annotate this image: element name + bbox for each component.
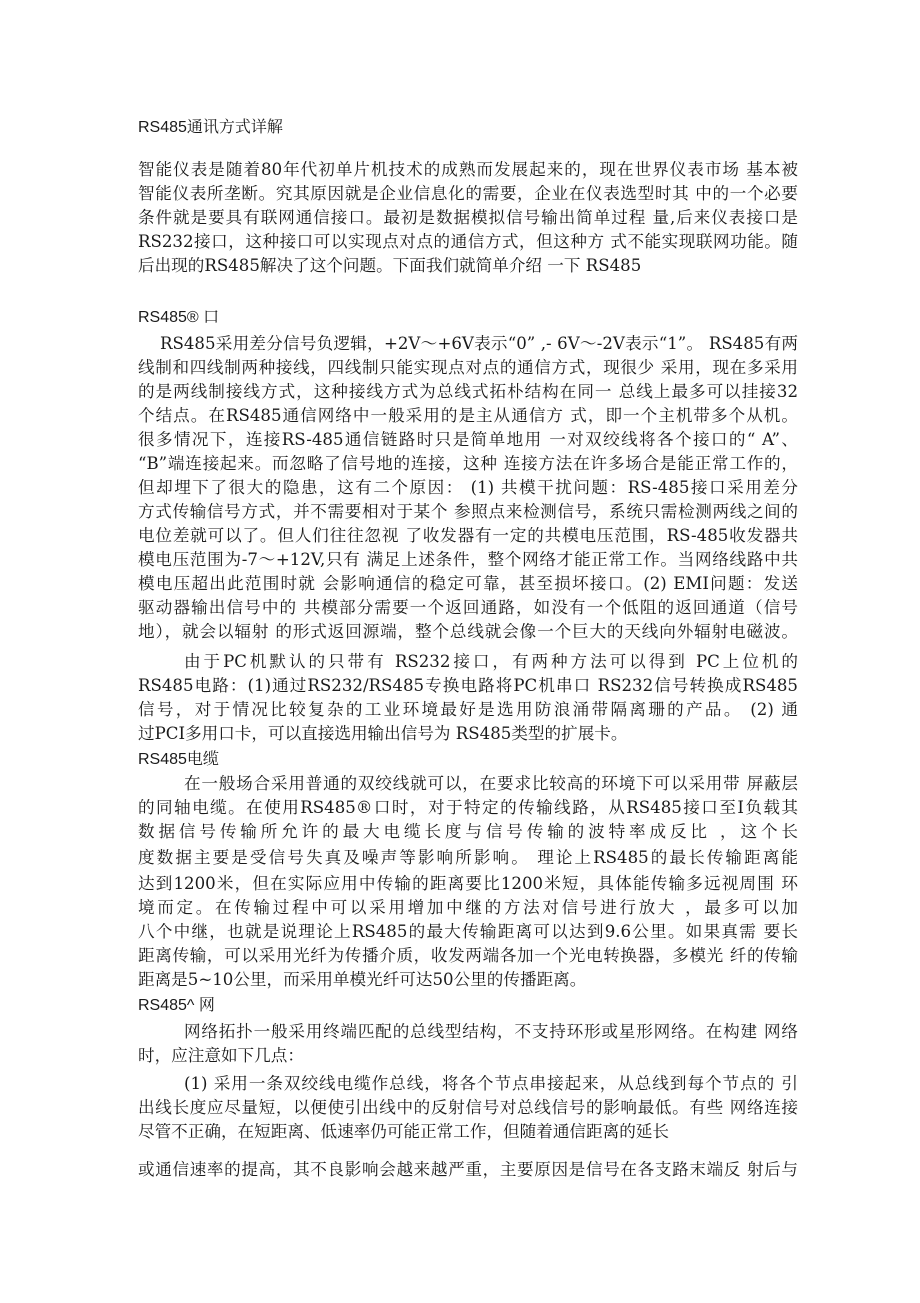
section1-para2-line: 过PCI多用口卡，可以直接选用输出信号为 RS485类型的扩展卡。 xyxy=(138,724,628,743)
section-heading-rs485-port: RS485® 口 xyxy=(138,309,220,326)
section1-line: “B”端连接起来。而忽略了信号地的连接，这种 连接方法在许多场合是能正常工作的， xyxy=(138,454,798,473)
intro-line: RS232接口，这种接口可以实现点对点的通信方式，但这种方 式不能实现联网功能。随 xyxy=(138,232,798,251)
section2-line: 的同轴电缆。在使用RS485®口时，对于特定的传输线路，从RS485接口至I负载其 xyxy=(138,798,798,817)
section3-line: 时，应注意如下几点： xyxy=(138,1046,304,1065)
section1-line: 个结点。在RS485通信网络中一般采用的是主从通信方 式，即一个主机带多个从机。 xyxy=(138,406,798,425)
section1-line: 地），就会以辐射 的形式返回源端，整个总线就会像一个巨大的天线向外辐射电磁波。 xyxy=(138,622,798,641)
section1-line: RS485采用差分信号负逻辑，+2V～+6V表示“0” ,- 6V～-2V表示“1”。 RS485有两 xyxy=(160,334,798,353)
section-heading-rs485-cable: RS485电缆 xyxy=(138,751,219,768)
section2-line: 境而定。在传输过程中可以采用增加中继的方法对信号进行放大 ，最多可以加 xyxy=(138,898,798,917)
section3-item1-line: 尽管不正确，在短距离、低速率仍可能正常工作，但随着通信距离的延长 xyxy=(138,1122,669,1141)
section1-line: 但却埋下了很大的隐患，这有二个原因： (1) 共模干扰问题：RS-485接口采用差分 xyxy=(138,478,798,497)
section1-line: 驱动器输出信号中的 共模部分需要一个返回通路，如没有一个低阻的返回通道（信号 xyxy=(138,598,798,617)
section2-line: 度数据主要是受信号失真及噪声等影响所影响。 理论上RS485的最长传输距离能 xyxy=(138,848,798,867)
section1-line: 的是两线制接线方式，这种接线方式为总线式拓朴结构在同一 总线上最多可以挂接32 xyxy=(138,382,798,401)
section-heading-rs485-network: RS485^ 网 xyxy=(138,997,215,1014)
section3-line: 网络拓扑一般采用终端匹配的总线型结构，不支持环形或星形网络。在构建 网络 xyxy=(184,1022,798,1041)
section1-line: 线制和四线制两种接线，四线制只能实现点对点的通信方式，现很少 采用，现在多采用 xyxy=(138,358,798,377)
section2-line: 数据信号传输所允许的最大电缆长度与信号传输的波特率成反比 ，这个长 xyxy=(138,822,798,841)
section1-line: 方式传输信号方式，并不需要相对于某个 参照点来检测信号，系统只需检测两线之间的 xyxy=(138,502,798,521)
section2-line: 距离是5~10公里，而采用单模光纤可达50公里的传播距离。 xyxy=(138,970,587,989)
section1-para2-line: RS485电路：(1)通过RS232/RS485专换电路将PC机串口 RS232信号转换成RS485 xyxy=(138,676,798,695)
section2-line: 达到1200米，但在实际应用中传输的距离要比1200米短，具体能传输多远视周围 环 xyxy=(138,874,798,893)
section2-line: 在一般场合采用普通的双绞线就可以，在要求比较高的环境下可以采用带 屏蔽层 xyxy=(184,774,798,793)
section1-line: 很多情况下，连接RS-485通信链路时只是简单地用 一对双绞线将各个接口的“ A”、 xyxy=(138,430,798,449)
section1-para2-line: 由于PC机默认的只带有 RS232接口，有两种方法可以得到 PC上位机的 xyxy=(184,652,798,671)
intro-line: 智能仪表是随着80年代初单片机技术的成熟而发展起来的，现在世界仪表市场 基本被 xyxy=(138,160,798,179)
section1-line: 模电压超出此范围时就 会影响通信的稳定可靠，甚至损坏接口。(2) EMI问题：发送 xyxy=(138,574,798,593)
section1-line: 电位差就可以了。但人们往往忽视 了收发器有一定的共模电压范围，RS-485收发器共 xyxy=(138,526,798,545)
section3-continuation-line: 或通信速率的提高，其不良影响会越来越严重，主要原因是信号在各支路末端反 射后与 xyxy=(138,1160,798,1179)
section1-line: 模电压范围为-7～+12V,只有 满足上述条件，整个网络才能正常工作。当网络线路中共 xyxy=(138,550,798,569)
intro-line: 后出现的RS485解决了这个问题。下面我们就简单介绍 一下 RS485 xyxy=(138,256,642,275)
section3-item1-line: (1) 采用一条双绞线电缆作总线，将各个节点串接起来，从总线到每个节点的 引 xyxy=(184,1074,798,1093)
section1-para2-line: 信号，对于情况比较复杂的工业环境最好是选用防浪涌带隔离珊的产品。 (2) 通 xyxy=(138,700,798,719)
intro-line: 智能仪表所垄断。究其原因就是企业信息化的需要，企业在仪表选型时其 中的一个必要 xyxy=(138,184,798,203)
section3-item1-line: 出线长度应尽量短，以便使引出线中的反射信号对总线信号的影响最低。有些 网络连接 xyxy=(138,1098,798,1117)
section2-line: 距离传输，可以采用光纤为传播介质，收发两端各加一个光电转换器，多模光 纤的传输 xyxy=(138,946,798,965)
intro-line: 条件就是要具有联网通信接口。最初是数据模拟信号输出简单过程 量,后来仪表接口是 xyxy=(138,208,798,227)
document-title: RS485通讯方式详解 xyxy=(138,119,283,136)
section2-line: 八个中继，也就是说理论上RS485的最大传输距离可以达到9.6公里。如果真需 要长 xyxy=(138,922,798,941)
